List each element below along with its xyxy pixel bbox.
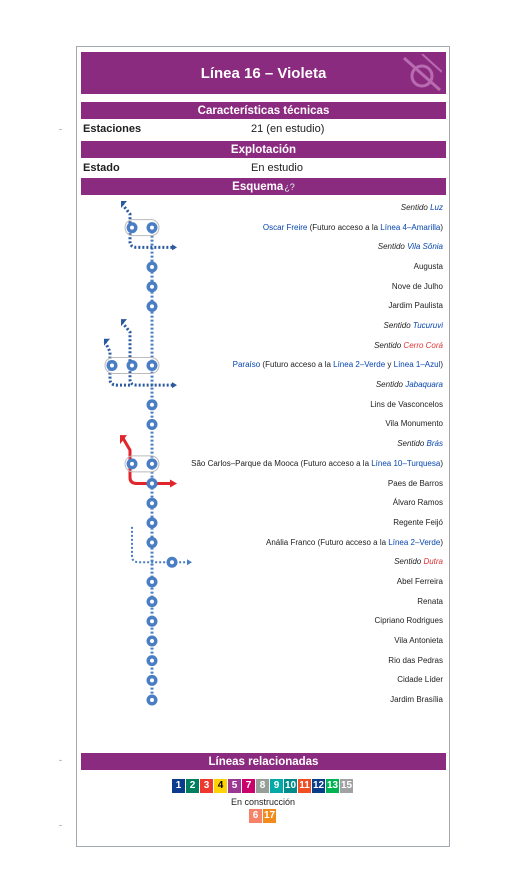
line-badge[interactable]: 3 xyxy=(200,779,213,793)
help-link[interactable]: ¿? xyxy=(284,181,295,192)
direction-link[interactable]: Tucuruvi xyxy=(412,321,443,331)
station-name: Jardim Paulista xyxy=(388,301,443,311)
station-row xyxy=(393,518,443,528)
station-name: Álvaro Ramos xyxy=(392,498,443,508)
station-row xyxy=(385,419,443,429)
direction-prefix: Sentido xyxy=(383,321,413,331)
station-note: ) xyxy=(440,222,443,232)
arrow-icon xyxy=(187,559,192,565)
row-value: En estudio xyxy=(251,162,303,174)
station-link[interactable]: Paraíso xyxy=(232,360,261,370)
station-name: Cipriano Rodrigues xyxy=(374,616,443,626)
station-icon-dot xyxy=(130,363,134,367)
station-icon-dot xyxy=(150,521,154,525)
station-name: Anália Franco xyxy=(266,537,316,547)
station-row xyxy=(375,616,443,626)
station-row xyxy=(390,695,443,705)
direction-prefix: Sentido xyxy=(400,203,431,212)
station-note: (Futuro acceso a la xyxy=(307,222,381,232)
station-name: São Carlos–Parque da Mooca xyxy=(191,458,299,468)
station-icon-dot xyxy=(150,619,154,623)
station-row xyxy=(388,479,443,489)
line-badge[interactable]: 8 xyxy=(256,779,269,793)
station-row xyxy=(370,400,443,410)
station-icon-dot xyxy=(150,462,154,466)
station-row xyxy=(393,498,443,508)
station-row xyxy=(417,597,443,607)
station-name: Vila Monumento xyxy=(385,419,443,429)
line-link[interactable]: Línea 2–Verde xyxy=(333,360,386,370)
station-icon-dot xyxy=(170,560,174,564)
station-icon-dot xyxy=(150,363,154,367)
arrow-icon xyxy=(172,244,177,250)
arrow-icon xyxy=(170,480,177,488)
line-badge[interactable]: 5 xyxy=(228,779,241,793)
direction-label xyxy=(374,341,443,350)
direction-label xyxy=(397,439,443,448)
page-title: Línea 16 – Violeta xyxy=(200,64,327,82)
line-badge[interactable]: 4 xyxy=(214,779,227,793)
station-note: (Futuro acceso a la xyxy=(260,360,334,370)
station-icon-dot xyxy=(150,541,154,545)
direction-link[interactable]: Cerro Corá xyxy=(403,340,443,350)
track-diagram xyxy=(77,195,449,755)
direction-link[interactable]: Vila Sônia xyxy=(407,242,443,252)
station-name: Rio das Pedras xyxy=(388,655,443,665)
station-row xyxy=(388,301,443,311)
station-icon-dot xyxy=(150,285,154,289)
branch-track xyxy=(132,527,189,562)
station-name: Lins de Vasconcelos xyxy=(370,399,443,409)
row-label: Estaciones xyxy=(83,123,142,135)
station-note: (Futuro acceso a la xyxy=(298,458,372,468)
line-badge[interactable]: 15 xyxy=(340,780,353,791)
station-row xyxy=(191,459,443,469)
line-link[interactable]: Línea 1–Azul xyxy=(393,360,441,370)
margin-dash: - xyxy=(59,755,62,765)
station-icon-dot xyxy=(130,462,134,466)
station-row xyxy=(397,577,443,587)
station-icon-dot xyxy=(150,403,154,407)
station-icon-dot xyxy=(150,501,154,505)
section-header-related: Líneas relacionadas xyxy=(81,753,446,770)
station-row xyxy=(401,203,443,213)
row-estado xyxy=(81,160,446,177)
station-name: Jardim Brasília xyxy=(390,695,443,704)
station-name: Paes de Barros xyxy=(387,478,443,488)
station-row xyxy=(378,242,443,252)
station-icon-dot xyxy=(150,482,154,486)
row-estaciones xyxy=(81,121,446,138)
station-icon-dot xyxy=(150,698,154,702)
station-name: Augusta xyxy=(413,262,443,272)
station-icon-dot xyxy=(150,580,154,584)
margin-dash: - xyxy=(59,820,62,830)
station-icon-dot xyxy=(110,363,114,367)
station-icon-dot xyxy=(150,678,154,682)
station-row xyxy=(384,321,443,331)
branch-track xyxy=(122,322,175,385)
direction-link[interactable]: Jabaquara xyxy=(405,380,443,390)
station-row xyxy=(376,380,443,390)
line-badge[interactable]: 7 xyxy=(242,779,255,793)
line-badge[interactable]: 11 xyxy=(299,780,310,791)
station-row xyxy=(414,262,443,272)
section-header-esquema: Esquema ¿? xyxy=(81,178,446,195)
station-note: ) xyxy=(440,537,443,547)
station-row xyxy=(392,282,443,292)
direction-label xyxy=(378,242,443,251)
direction-prefix: Sentido xyxy=(374,340,404,350)
direction-label xyxy=(384,321,443,330)
line-badge[interactable]: 17 xyxy=(263,810,276,821)
station-link[interactable]: Oscar Freire xyxy=(262,222,308,232)
station-row xyxy=(394,636,443,646)
row-value: 21 (en estudio) xyxy=(251,123,325,135)
margin-dash: - xyxy=(59,124,62,134)
station-row xyxy=(266,538,443,548)
station-row xyxy=(388,656,443,666)
station-icon-dot xyxy=(150,265,154,269)
direction-link[interactable]: Dutra xyxy=(423,557,443,567)
line-badge[interactable]: 9 xyxy=(270,779,283,793)
direction-label xyxy=(394,557,443,566)
station-icon-dot xyxy=(150,659,154,663)
station-row xyxy=(233,360,443,370)
row-label: Estado xyxy=(83,162,120,174)
direction-prefix: Sentido xyxy=(377,242,408,252)
line-badge[interactable]: 13 xyxy=(326,780,339,791)
section-header-tech: Características técnicas xyxy=(81,102,446,119)
station-icon-dot xyxy=(150,639,154,643)
line-link[interactable]: Línea 2–Verde xyxy=(388,537,441,547)
line-badge[interactable]: 12 xyxy=(312,780,325,791)
infobox xyxy=(76,46,450,847)
section-header-explotacion: Explotación xyxy=(81,141,446,158)
station-icon-dot xyxy=(150,226,154,230)
station-row xyxy=(397,675,443,685)
construction-label: En construcción xyxy=(230,797,296,807)
route-diagram xyxy=(77,195,449,755)
station-row xyxy=(263,223,443,233)
station-row xyxy=(374,341,443,351)
direction-prefix: Sentido xyxy=(375,380,406,390)
line-badge[interactable]: 6 xyxy=(249,809,262,823)
direction-label xyxy=(401,203,443,212)
infobox-title xyxy=(81,52,446,94)
station-note: y xyxy=(385,360,394,370)
station-name: Regente Feijó xyxy=(393,517,443,527)
station-name: Cidade Líder xyxy=(397,675,443,685)
related-lines xyxy=(77,779,449,793)
station-name: Vila Antonieta xyxy=(394,635,443,645)
metro-logo-icon xyxy=(396,54,442,92)
direction-prefix: Sentido xyxy=(394,557,424,567)
station-note: ) xyxy=(440,360,443,370)
construction-lines xyxy=(77,809,449,823)
arrow-icon xyxy=(172,382,177,388)
line-link[interactable]: Línea 4–Amarilla xyxy=(380,222,441,232)
arrow-icon xyxy=(104,339,110,346)
direction-label xyxy=(376,380,443,389)
station-icon-dot xyxy=(150,600,154,604)
direction-link[interactable]: Luz xyxy=(430,203,443,212)
line-link[interactable]: Línea 10–Turquesa xyxy=(371,458,441,468)
station-icon-dot xyxy=(150,422,154,426)
station-row xyxy=(397,439,443,449)
station-note: ) xyxy=(440,458,443,468)
line-badge[interactable]: 2 xyxy=(186,779,199,793)
station-name: Nove de Julho xyxy=(391,281,443,291)
station-name: Abel Ferreira xyxy=(396,576,443,586)
direction-link[interactable]: Brás xyxy=(426,439,443,449)
direction-prefix: Sentido xyxy=(397,439,427,449)
station-name: Renata xyxy=(417,596,443,606)
line-badge[interactable]: 10 xyxy=(284,780,297,791)
station-note: (Futuro acceso a la xyxy=(315,537,389,547)
line-badge[interactable]: 1 xyxy=(172,779,185,793)
station-row xyxy=(394,557,443,567)
station-icon-dot xyxy=(130,226,134,230)
station-icon-dot xyxy=(150,304,154,308)
